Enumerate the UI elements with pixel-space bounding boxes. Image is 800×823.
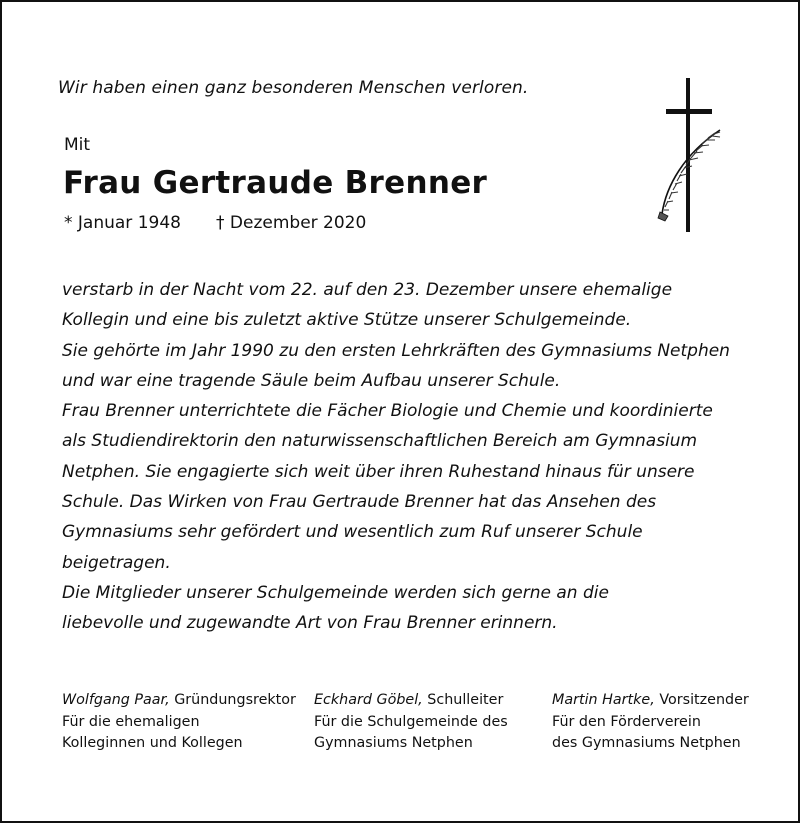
signer-role: Gründungsrektor bbox=[174, 692, 296, 708]
birth-date: * Januar 1948 bbox=[64, 213, 181, 233]
body-text bbox=[62, 275, 762, 639]
signer-role: Vorsitzender bbox=[659, 692, 749, 708]
death-date: Dezember 2020 bbox=[229, 213, 367, 233]
signer-line: Gymnasiums Netphen bbox=[314, 735, 473, 751]
life-dates bbox=[64, 213, 367, 233]
signer-role: Schulleiter bbox=[427, 692, 504, 708]
body-line: verstarb in der Nacht vom 22. auf den 23. Dezember unsere ehemalige bbox=[62, 280, 673, 300]
signer-line: Für den Förderverein bbox=[552, 713, 701, 730]
cross-with-palm-branch-icon bbox=[648, 76, 724, 234]
signer-name: Martin Hartke, bbox=[552, 692, 655, 708]
body-line: Gymnasiums sehr gefördert und wesentlich zum Ruf unserer Schule bbox=[62, 522, 643, 543]
body-line: Sie gehörte im Jahr 1990 zu den ersten Lehrkräften des Gymnasiums Netphen bbox=[62, 340, 730, 361]
body-line: Die Mitglieder unserer Schulgemeinde werden sich gerne an die bbox=[62, 582, 609, 603]
signer-line: Für die Schulgemeinde des bbox=[314, 713, 508, 730]
motto-line: Wir haben einen ganz besonderen Menschen verloren. bbox=[58, 78, 529, 98]
deceased-name: Frau Gertraude Brenner bbox=[63, 165, 488, 201]
signer-line: Für die ehemaligen bbox=[62, 713, 200, 730]
signature-block-1 bbox=[62, 690, 296, 755]
signer-line: Kolleginnen und Kollegen bbox=[62, 735, 243, 751]
body-line: liebevolle und zugewandte Art von Frau Brenner erinnern. bbox=[62, 613, 558, 634]
body-line: Netphen. Sie engagierte sich weit über ihren Ruhestand hinaus für unsere bbox=[62, 461, 695, 482]
death-date-group bbox=[216, 213, 366, 233]
signer-name: Eckhard Göbel, bbox=[314, 692, 423, 708]
body-line: Schule. Das Wirken von Frau Gertraude Brenner hat das Ansehen des bbox=[62, 492, 657, 513]
body-line: Frau Brenner unterrichtete die Fächer Biologie und Chemie und koordinierte bbox=[62, 401, 713, 422]
signer-line: des Gymnasiums Netphen bbox=[552, 735, 741, 751]
body-line: als Studiendirektorin den naturwissenschaftlichen Bereich am Gymnasium bbox=[62, 431, 698, 452]
death-symbol: † bbox=[216, 213, 225, 233]
body-line: Kollegin und eine bis zuletzt aktive Stütze unserer Schulgemeinde. bbox=[62, 310, 632, 331]
intro-word: Mit bbox=[64, 135, 91, 155]
body-line: und war eine tragende Säule beim Aufbau unserer Schule. bbox=[62, 370, 561, 391]
signature-block-3 bbox=[552, 690, 749, 755]
body-line: beigetragen. bbox=[62, 552, 171, 573]
signer-name: Wolfgang Paar, bbox=[62, 692, 170, 708]
signature-block-2 bbox=[314, 690, 508, 755]
